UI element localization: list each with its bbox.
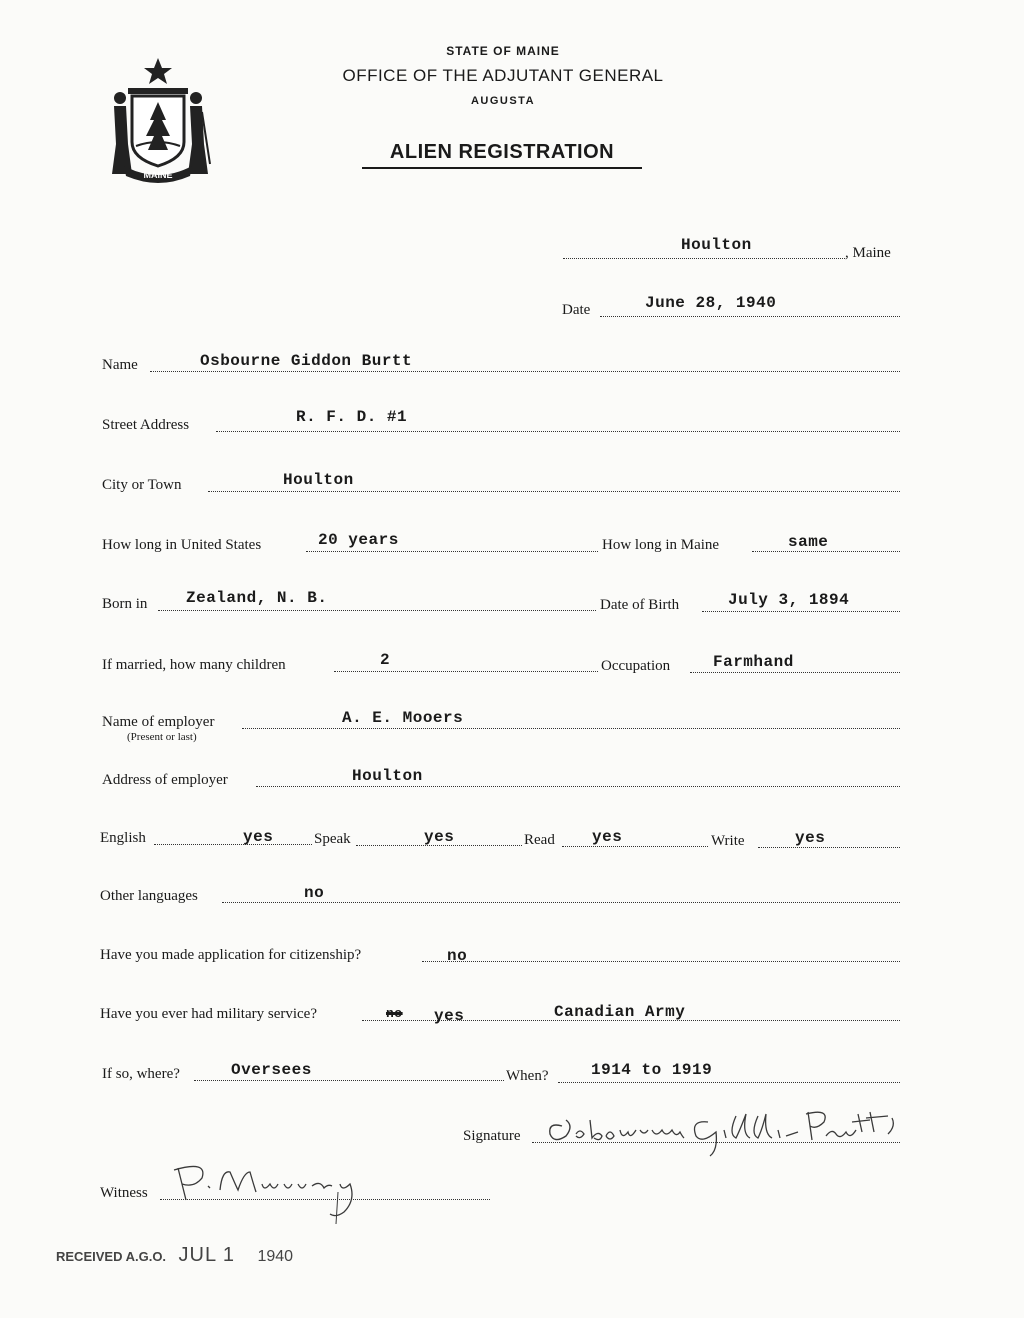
witness-label: Witness	[100, 1185, 148, 1201]
employer-address-value: Houlton	[352, 767, 423, 785]
place-value: Houlton	[681, 236, 752, 254]
stamp-date: JUL 1	[178, 1244, 236, 1266]
read-label: Read	[524, 832, 555, 848]
children-label: If married, how many children	[102, 657, 286, 673]
how-long-maine-label: How long in Maine	[602, 537, 720, 553]
svg-text:MAINE: MAINE	[143, 170, 173, 180]
citizenship-value: no	[447, 947, 468, 965]
city-value: Houlton	[283, 471, 354, 489]
signature-handwriting	[540, 1100, 990, 1160]
signature-label: Signature	[463, 1128, 521, 1144]
military-detail-value: Canadian Army	[554, 1003, 686, 1021]
employer-label: Name of employer	[102, 714, 215, 730]
military-struck-value: no	[386, 1006, 403, 1021]
write-label: Write	[711, 833, 745, 849]
where-value: Oversees	[231, 1061, 312, 1079]
street-address-value: R. F. D. #1	[296, 408, 408, 426]
how-long-us-label: How long in United States	[102, 537, 262, 553]
born-in-label: Born in	[102, 596, 148, 612]
city-label: City or Town	[102, 477, 182, 493]
when-label: When?	[506, 1068, 549, 1084]
how-long-us-value: 20 years	[318, 531, 399, 549]
place-suffix: , Maine	[845, 245, 891, 261]
english-value: yes	[243, 828, 274, 846]
street-address-label: Street Address	[102, 417, 190, 433]
children-value: 2	[380, 651, 391, 669]
received-stamp	[56, 1244, 293, 1267]
how-long-maine-value: same	[788, 533, 829, 551]
occupation-value: Farmhand	[713, 653, 794, 671]
stamp-received: RECEIVED A.G.O.	[56, 1249, 167, 1264]
when-value: 1914 to 1919	[591, 1061, 713, 1079]
speak-value: yes	[424, 828, 455, 846]
citizenship-label: Have you made application for citizenship?	[100, 947, 362, 963]
military-label: Have you ever had military service?	[100, 1006, 317, 1022]
other-languages-label: Other languages	[100, 888, 198, 904]
date-of-birth-value: July 3, 1894	[728, 591, 850, 609]
name-value: Osbourne Giddon Burtt	[200, 352, 413, 370]
employer-sublabel: (Present or last)	[127, 731, 197, 743]
header-city: AUGUSTA	[470, 95, 536, 107]
witness-handwriting	[160, 1156, 410, 1228]
write-value: yes	[795, 829, 826, 847]
read-value: yes	[592, 828, 623, 846]
speak-label: Speak	[314, 831, 351, 847]
name-label: Name	[102, 357, 138, 373]
form-title: ALIEN REGISTRATION	[362, 141, 642, 169]
born-in-value: Zealand, N. B.	[186, 589, 328, 607]
where-label: If so, where?	[102, 1066, 180, 1082]
date-label: Date	[562, 302, 591, 318]
english-label: English	[100, 830, 146, 846]
other-languages-value: no	[304, 884, 325, 902]
employer-address-label: Address of employer	[102, 772, 228, 788]
date-value: June 28, 1940	[645, 294, 777, 312]
military-value: yes	[434, 1007, 465, 1025]
header-office: OFFICE OF THE ADJUTANT GENERAL	[342, 66, 664, 85]
occupation-label: Occupation	[601, 658, 671, 674]
stamp-year: 1940	[257, 1248, 294, 1265]
employer-value: A. E. Mooers	[342, 709, 464, 727]
date-of-birth-label: Date of Birth	[600, 597, 680, 613]
header-state: STATE OF MAINE	[446, 44, 560, 58]
